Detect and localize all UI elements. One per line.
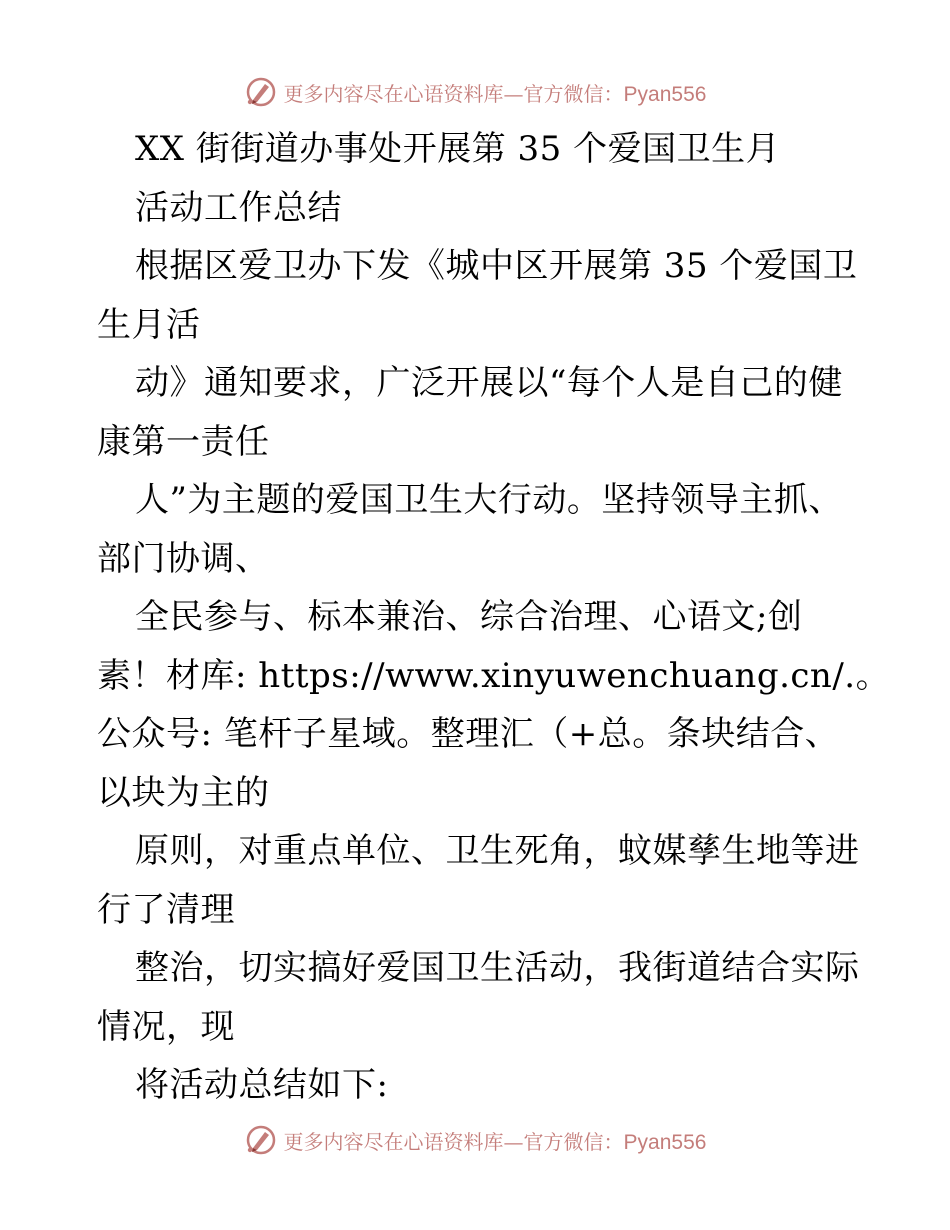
banner-text: 更多内容尽在心语资料库—官方微信： (283, 81, 624, 106)
text-line: 根据区爱卫办下发《城中区开展第 35 个爱国卫 (135, 246, 858, 286)
banner-account: Pyan556 (623, 1130, 707, 1154)
text-line: 动》通知要求，广泛开展以“每个人是自己的健 (135, 363, 843, 403)
text-line: 公众号: 笔杆子星域。整理汇（+总。条块结合、 (97, 714, 840, 754)
pen-logo-icon (244, 1123, 278, 1157)
footer-banner (0, 1120, 950, 1160)
text-line: XX 街街道办事处开展第 35 个爱国卫生月 (135, 129, 781, 169)
text-line: 将活动总结如下: (135, 1065, 389, 1105)
text-line: 康第一责任 (97, 421, 270, 462)
text-line: 整治，切实搞好爱国卫生活动，我街道结合实际 (135, 948, 860, 988)
text-line: 部门协调、 (97, 538, 270, 579)
banner-caption (284, 1126, 707, 1155)
text-line: 生月活 (97, 304, 201, 345)
text-line: 情况，现 (97, 1006, 235, 1047)
text-line: 以块为主的 (97, 772, 270, 813)
banner-account: Pyan556 (623, 82, 707, 106)
text-line: 素！材库: https://www.xinyuwenchuang.cn/.。 (97, 655, 891, 696)
text-line: 人”为主题的爱国卫生大行动。坚持领导主抓、 (135, 480, 843, 520)
text-line: 全民参与、标本兼治、综合治理、心语文;创 (135, 597, 803, 637)
text-line: 活动工作总结 (135, 187, 342, 228)
banner-caption (284, 78, 707, 107)
document-body (97, 120, 891, 1115)
text-line: 原则，对重点单位、卫生死角，蚊媒孳生地等进 (135, 831, 860, 871)
pen-logo-icon (244, 75, 278, 109)
header-banner (0, 72, 950, 112)
banner-text: 更多内容尽在心语资料库—官方微信： (283, 1129, 624, 1154)
text-line: 行了清理 (97, 889, 235, 930)
